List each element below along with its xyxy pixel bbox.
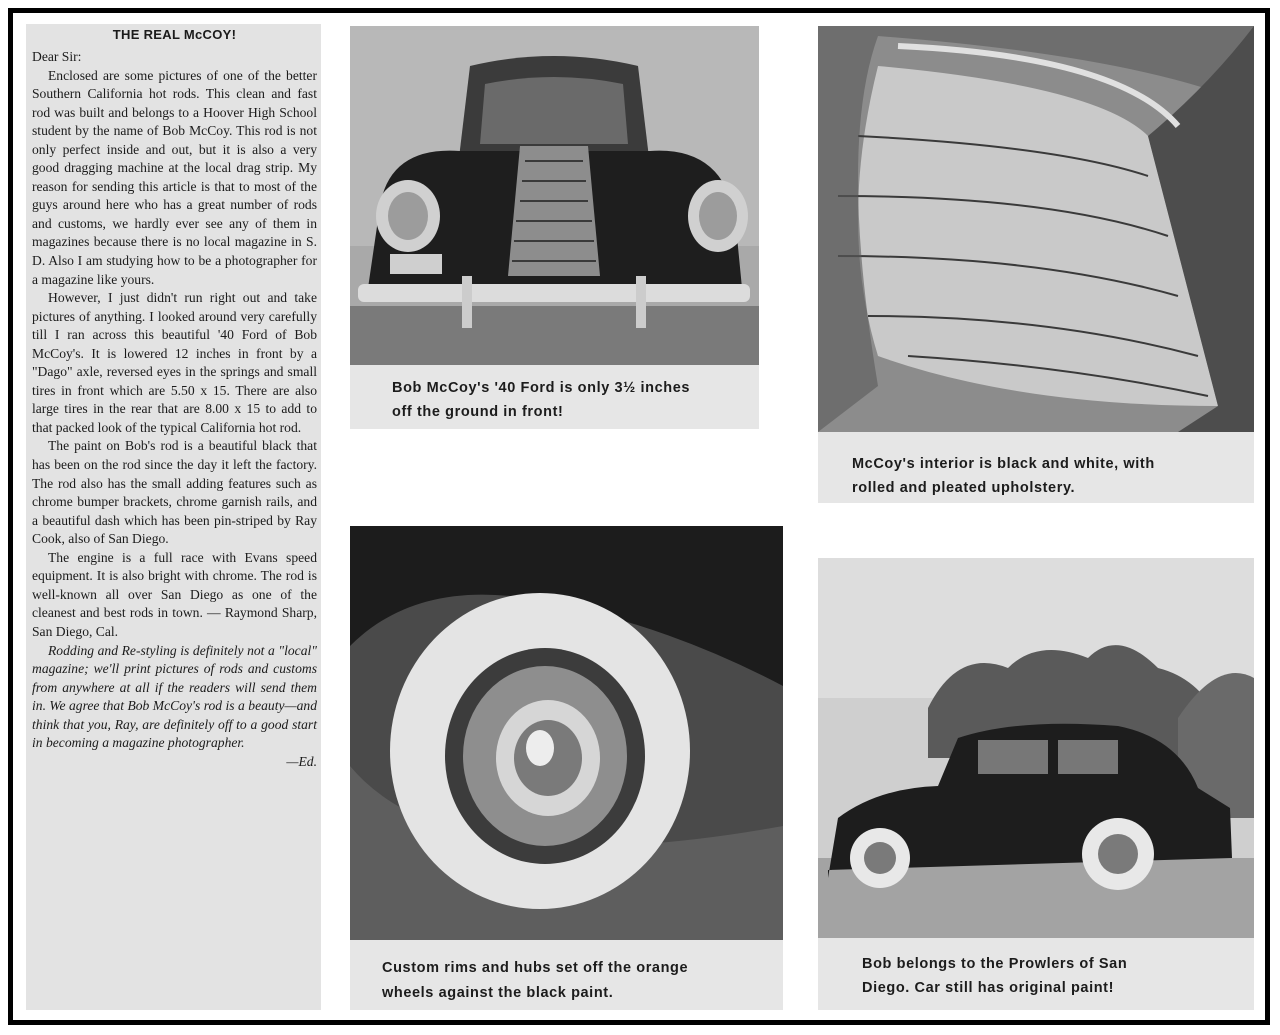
side-caption-line-1: Bob belongs to the Prowlers of San [862, 956, 1128, 972]
photo-side-view [818, 558, 1254, 1010]
letter-paragraph-2: However, I just didn't run right out and take pictures of anything. I looked around very carefully till I ran across this beautiful '40 Ford of Bob McCoy's. It is lowered 12 inches in front by a "Dago" axle, reversed eyes in the springs and small tires in front which are 5.50 x 15. There are also large tires in the rear that are 8.00 x 15 to add to that packed look of the typical California hot rod. [32, 290, 317, 435]
photo-front-view [350, 26, 759, 429]
interior-caption-line-1: McCoy's interior is black and white, with [852, 456, 1155, 472]
interior-caption-line-2: rolled and pleated upholstery. [852, 480, 1076, 496]
wheel-caption-line-2: wheels against the black paint. [382, 985, 614, 1001]
side-car-image [818, 558, 1254, 938]
side-caption-line-2: Diego. Car still has original paint! [862, 980, 1115, 996]
editor-signature: —Ed. [286, 753, 317, 769]
front-car-image [350, 26, 759, 365]
interior-image [818, 26, 1254, 432]
front-caption-line-1: Bob McCoy's '40 Ford is only 3½ inches [392, 380, 691, 396]
letter-paragraph-1: Enclosed are some pictures of one of the better Southern California hot rods. This clean and fast rod was built and belongs to a Hoover High School student by the name of Bob McCoy. This rod is not only perfect inside and out, but it is also a very good dragging machine at the local drag strip. My reason for sending this article is that to most of the guys around here who has a great number of rods and customs, we hardly ever see any of them in magazines because there is no local magazine in S. D. Also I am studying how to be a photographer for a magazine like yours. [32, 67, 317, 287]
letter-paragraph-3: The paint on Bob's rod is a beautiful black that has been on the rod since the day it left the factory. The rod also has the small adding features such as chrome bumper brackets, chrome garnish rails, and a beautiful dash which has been pin-striped by Ray Cook, also of San Diego. [32, 438, 317, 547]
wheel-image [350, 526, 783, 940]
article-heading: THE REAL McCOY! [112, 27, 237, 42]
editor-note: Rodding and Re-styling is definitely not a "local" magazine; we'll print pictures of rods and customs from anywhere at all if the readers will send them in. We agree that Bob McCoy's rod is a beauty—and think that you, Ray, are definitely off to a good start in becoming a magazine photographer. [32, 642, 317, 751]
photo-interior [818, 26, 1254, 503]
photo-wheel [350, 526, 783, 1010]
wheel-caption-line-1: Custom rims and hubs set off the orange [382, 960, 689, 976]
letter-column [26, 24, 321, 1010]
letter-paragraph-4: The engine is a full race with Evans speed equipment. It is also bright with chrome. The rod is well-known all over San Diego as one of the cleanest and best rods in town. — Raymond Sharp, San Diego, Cal. [32, 549, 317, 639]
salutation: Dear Sir: [32, 49, 82, 64]
front-caption-line-2: off the ground in front! [392, 404, 564, 420]
